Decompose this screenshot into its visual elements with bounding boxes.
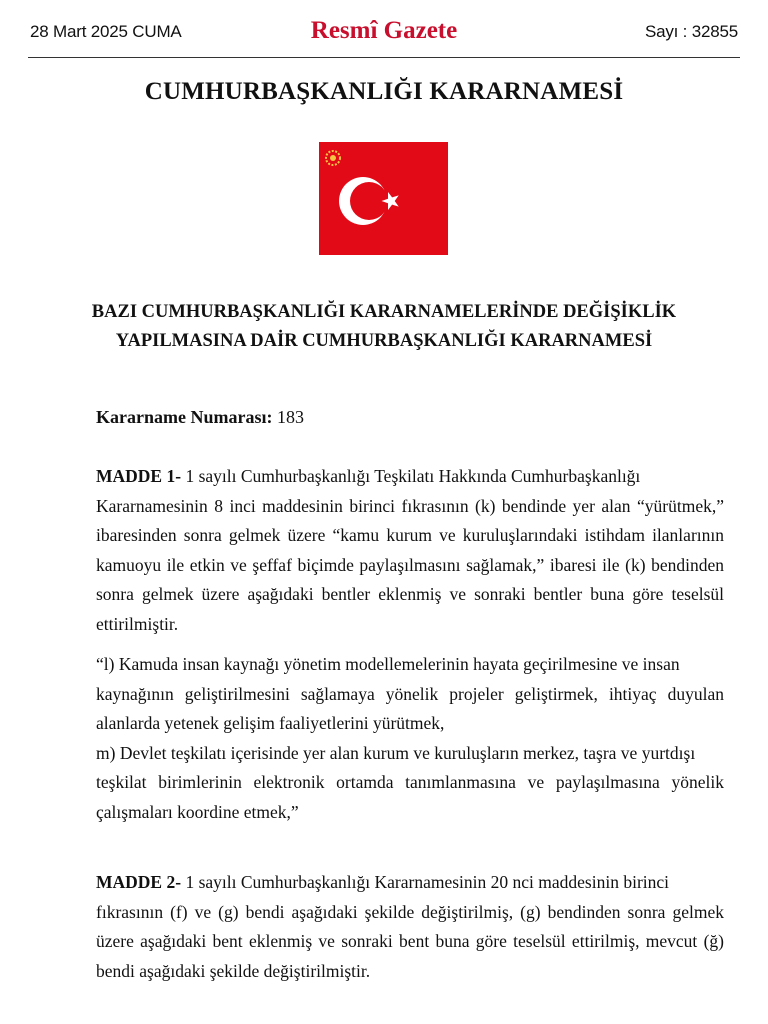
- article-label: MADDE 2-: [96, 872, 182, 892]
- article-text: Kararnamesinin 8 inci maddesinin birinci fıkrasının (k) bendinde yer alan “yürütmek,” ibaresinden sonra gelmek üzere “kamu kurum ve kuruluşlarındaki istihdam ilanlarının kamuoyu ile etkin ve şeffaf biçimde paylaşılmasını sağlamak,” ibaresi ile (k) bendinden sonra gelmek üzere aşağıdaki bentler eklenmiş ve sonraki bentler buna göre teselsül ettirilmiştir.: [96, 495, 724, 634]
- decree-subtitle: [60, 298, 708, 356]
- gazette-title: Resmî Gazete: [310, 17, 458, 44]
- subtitle-line-1: BAZI CUMHURBAŞKANLIĞI KARARNAMELERİNDE DEĞİŞİKLİK: [91, 302, 677, 322]
- article-first-line: 1 sayılı Cumhurbaşkanlığı Teşkilatı Hakkında Cumhurbaşkanlığı: [181, 466, 641, 486]
- document-title: CUMHURBAŞKANLIĞI KARARNAMESİ: [144, 78, 624, 105]
- article-text: fıkrasının (f) ve (g) bendi aşağıdaki şekilde değiştirilmiş, (g) bendinden sonra gelmek üzere aşağıdaki bent eklenmiş ve sonraki bent buna göre teselsül ettirilmiş, mevcut (ğ) bendi aşağıdaki şekilde değiştirilmiştir.: [96, 901, 724, 981]
- article-label: MADDE 1-: [96, 466, 182, 486]
- item-l-text: kaynağının geliştirilmesini sağlamaya yönelik projeler geliştirmek, ihtiyaç duyulan alanlarda yetenek gelişim faaliyetlerini yürütmek,: [96, 683, 724, 733]
- article-2: [96, 868, 724, 986]
- item-l-first-line: “l) Kamuda insan kaynağı yönetim modellemelerinin hayata geçirilmesine ve insan: [96, 654, 680, 674]
- decree-number: [96, 403, 724, 433]
- article-1: [96, 462, 724, 639]
- item-m-first-line: m) Devlet teşkilatı içerisinde yer alan kurum ve kuruluşların merkez, taşra ve yurtdışı: [96, 742, 696, 763]
- issue-date: 28 Mart 2025 CUMA: [30, 22, 182, 41]
- turkish-flag-icon: [319, 142, 448, 255]
- item-m-text: teşkilat birimlerinin elektronik ortamda tanımlanmasına ve paylaşılmasına yönelik çalışmaları koordine etmek,”: [96, 772, 724, 822]
- article-first-line: 1 sayılı Cumhurbaşkanlığı Kararnamesinin 20 nci maddesinin birinci: [181, 872, 670, 892]
- masthead-divider: [28, 57, 740, 58]
- decree-number-value: 183: [276, 407, 304, 427]
- subtitle-line-2: YAPILMASINA DAİR CUMHURBAŞKANLIĞI KARARNAMESİ: [115, 331, 653, 351]
- issue-number: Sayı : 32855: [644, 22, 738, 41]
- masthead: [30, 14, 738, 50]
- decree-number-label: Kararname Numarası:: [96, 407, 273, 427]
- quoted-items: [96, 650, 724, 827]
